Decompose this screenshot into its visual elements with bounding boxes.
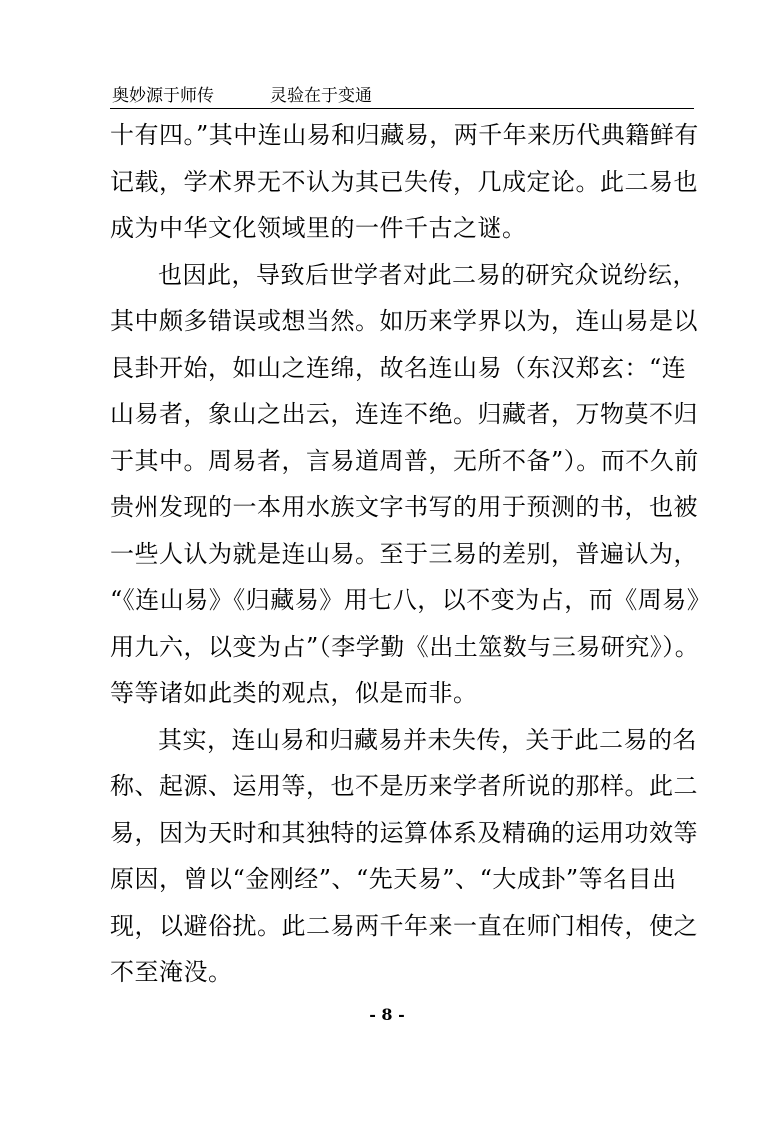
text-line: 一些人认为就是连山易。至于三易的差别，普遍认为， bbox=[110, 539, 698, 568]
page-header bbox=[110, 80, 694, 109]
text-line: 成为中华文化领域里的一件千古之谜。 bbox=[110, 214, 527, 242]
paragraph-start-line: 其实，连山易和归藏易并未失传，关于此二易的名 bbox=[158, 725, 697, 754]
page-number: - 8 - bbox=[369, 1005, 405, 1024]
text-line: 贵州发现的一本用水族文字书写的用于预测的书，也被 bbox=[110, 493, 698, 521]
text-line: 现，以避俗扰。此二易两千年来一直在师门相传，使之 bbox=[110, 911, 698, 940]
text-line: 其中颇多错误或想当然。如历来学界以为，连山易是以 bbox=[110, 307, 698, 335]
text-line: 原因，曾以“金刚经”、“先天易”、“大成卦”等名目出 bbox=[110, 865, 677, 893]
text-line: 记载，学术界无不认为其已失传，几成定论。此二易也 bbox=[110, 167, 698, 196]
text-line: 称、起源、运用等，也不是历来学者所说的那样。此二 bbox=[110, 772, 698, 800]
text-line: 不至淹没。 bbox=[110, 958, 233, 986]
paragraph-start-line: 也因此，导致后世学者对此二易的研究众说纷纭， bbox=[158, 260, 697, 289]
header-right-title: 灵验在于变通 bbox=[270, 86, 372, 106]
text-line: 用九六，以变为占”（李学勤《出土筮数与三易研究》）。 bbox=[110, 632, 700, 661]
body-text bbox=[110, 112, 712, 996]
header-left-title: 奥妙源于师传 bbox=[112, 86, 214, 106]
text-line: 山易者，象山之出云，连连不绝。归藏者，万物莫不归 bbox=[110, 400, 698, 428]
text-line: 易，因为天时和其独特的运算体系及精确的运用功效等 bbox=[110, 818, 698, 847]
text-line: 十有四。”其中连山易和归藏易，两千年来历代典籍鲜有 bbox=[110, 121, 699, 149]
text-line: 于其中。周易者，言易道周普，无所不备”）。而不久前 bbox=[110, 446, 699, 475]
text-line: “《连山易》《归藏易》用七八，以不变为占，而《周易》 bbox=[110, 586, 712, 614]
text-line: 艮卦开始，如山之连绵，故名连山易（东汉郑玄：“连 bbox=[110, 353, 687, 382]
text-line: 等等诸如此类的观点，似是而非。 bbox=[110, 679, 478, 707]
